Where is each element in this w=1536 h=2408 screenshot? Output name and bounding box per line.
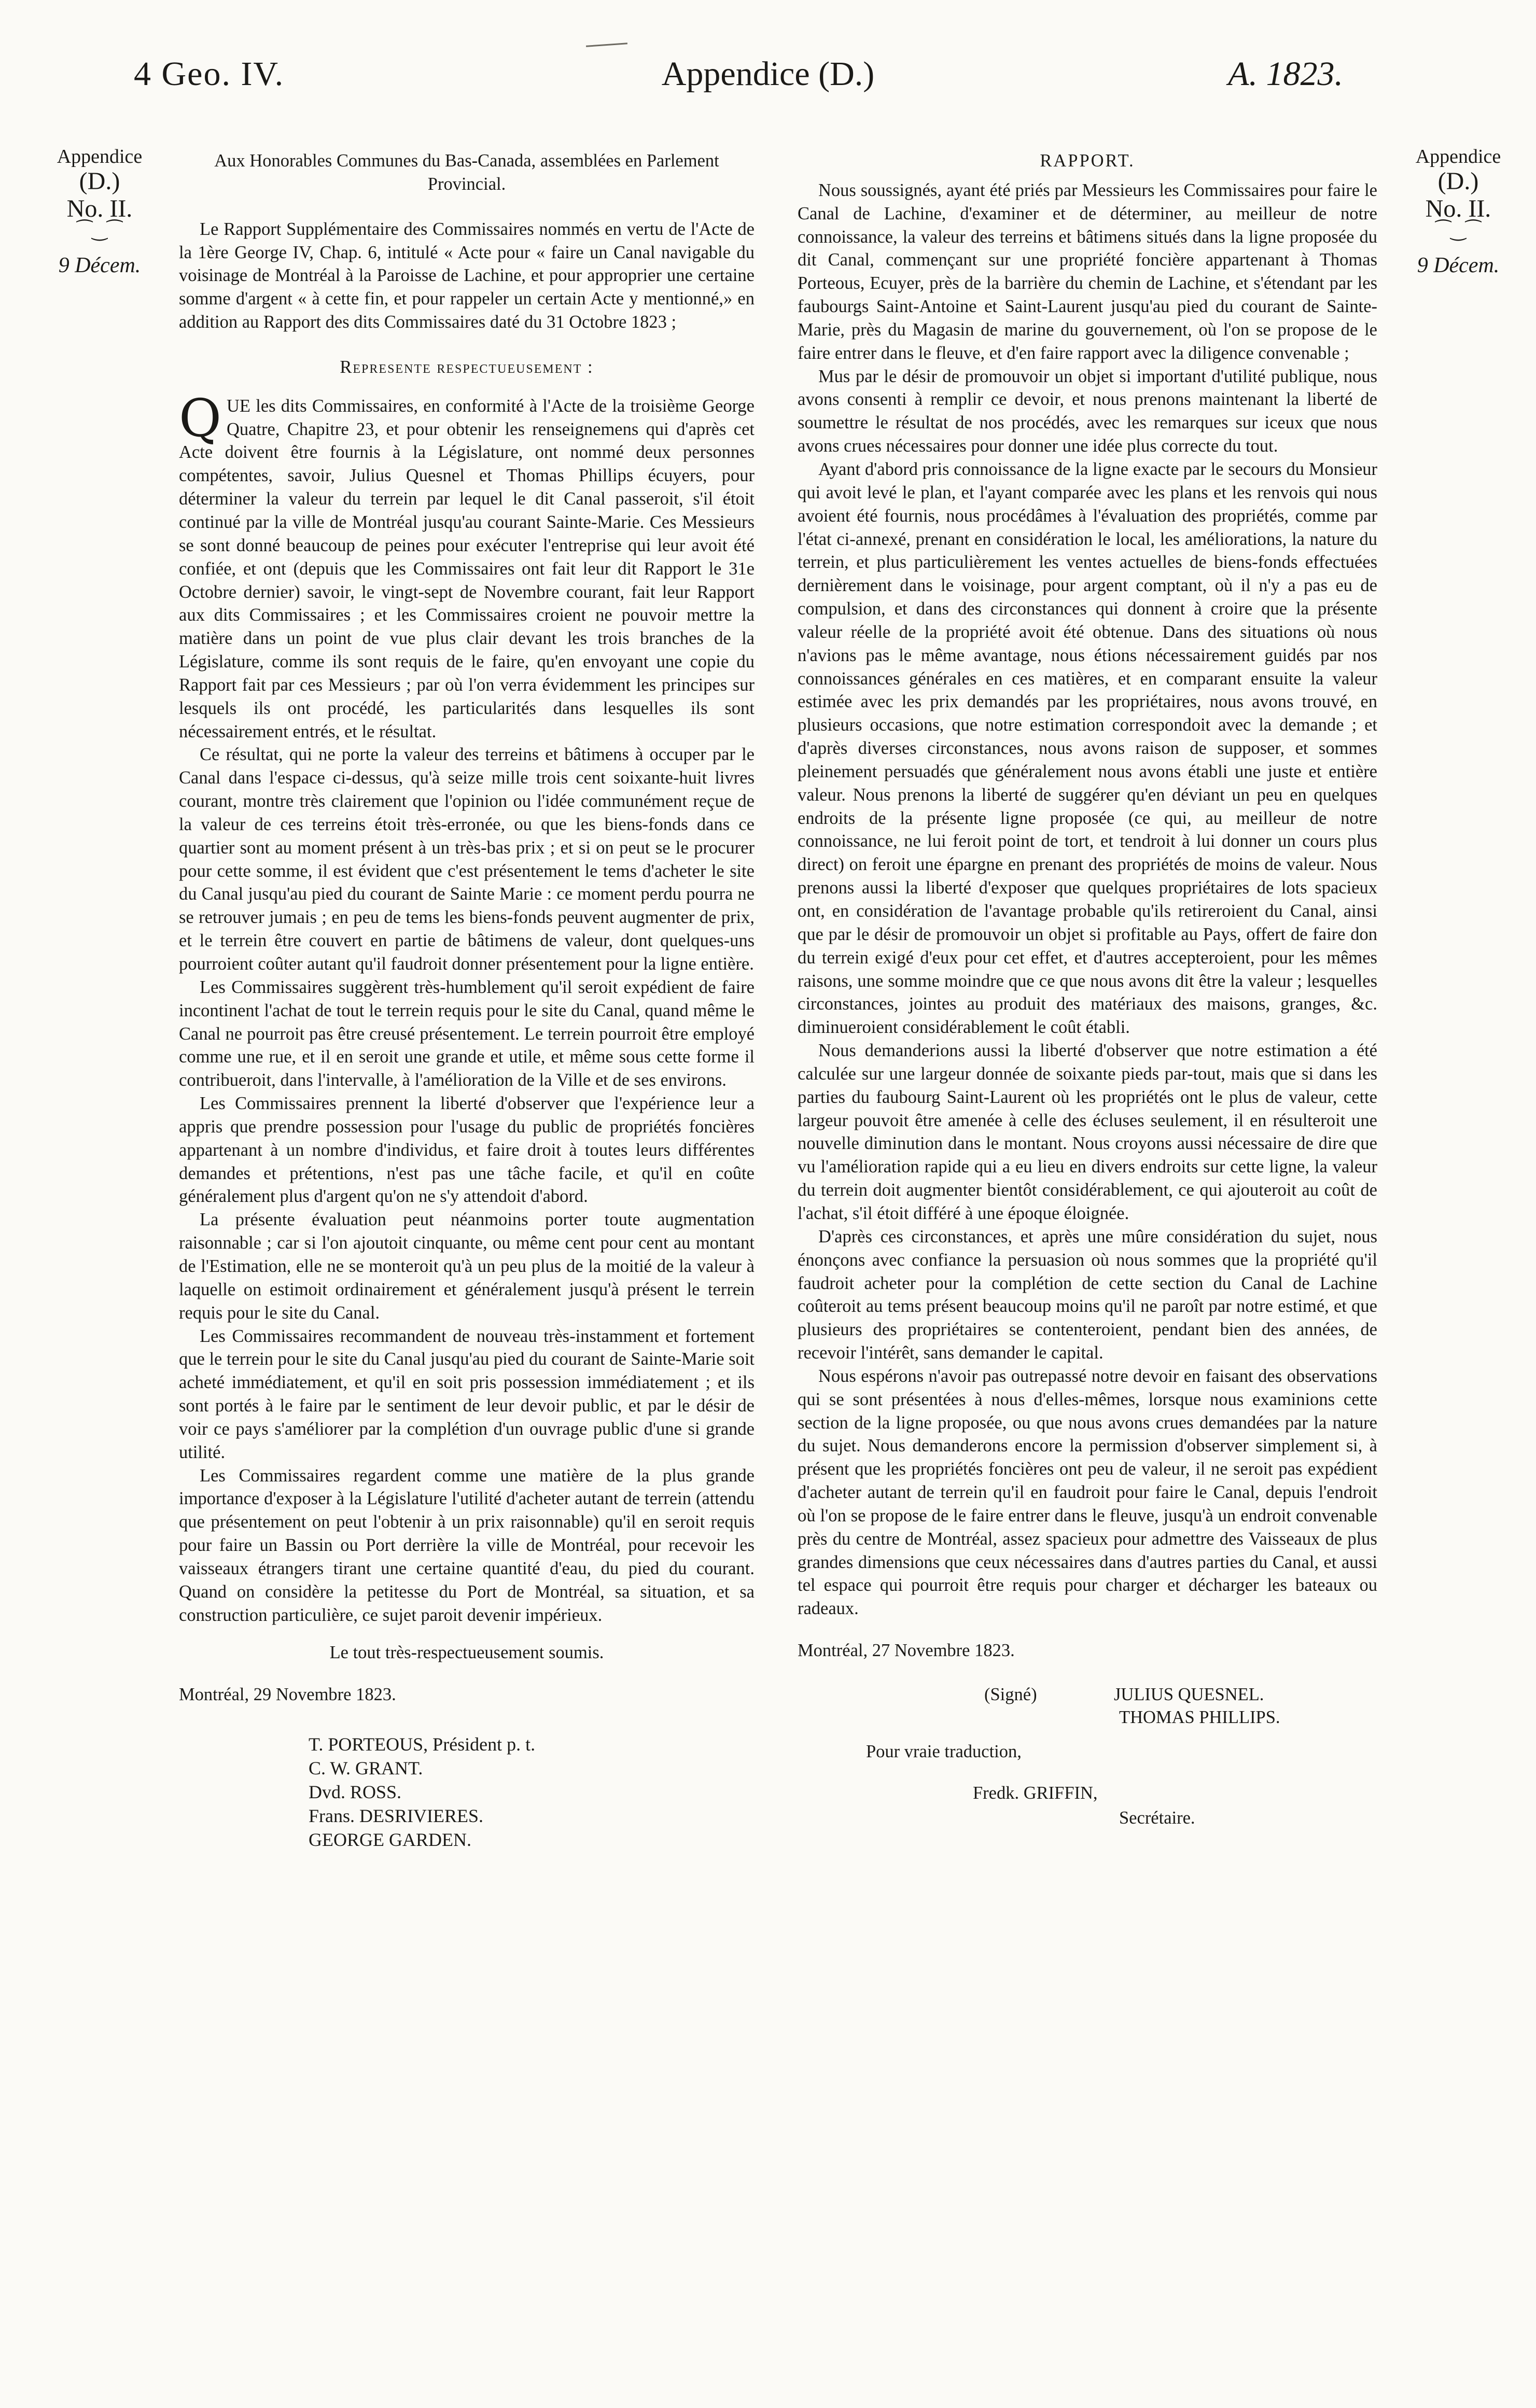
translation-note: Pour vraie traduction, (866, 1742, 1022, 1761)
paragraph: Nous espérons n'avoir pas outrepassé notre devoir en faisant des observations qui se sont présentées à nous d'elles-mêmes, lorsque nous examinions cette section de la ligne proposée, ou que nous avons crues demandées par la nature du sujet. Nous demanderons encore la permission d'observer simplement si, à présent que les propriétés foncières ont peu de valeur, il ne seroit pas expédient d'acheter autant de terrein qu'il en faudroit pour faire le Canal, depuis l'endroit où l'on se propose de le faire entrer dans le fleuve, jusqu'à un endroit convenable près du centre de Montréal, assez spacieux pour admettre des Vaisseaux de plus grandes dimensions que ceux nécessaires dans d'autres parties du Canal, et aussi tel espace qui pourroit être requis pour charger et décharger les bateaux ou radeaux. (798, 1366, 1377, 1619)
paragraph: Ce résultat, qui ne porte la valeur des terreins et bâtimens à occuper par le Canal dans l'espace ci-dessus, qu'à seize mille trois cent soixante-huit livres courant, montre très clairement que l'opinion ou l'idée communément reçue de la valeur de ces terreins étoit très-erronée, ou que les biens-fonds dans ce quartier sont au moment présent à un très-bas prix ; et si on peut se le procurer pour cette somme, il est évident que c'est présentement le tems d'acheter le site du Canal jusqu'au pied du courant de Sainte Marie : ce moment perdu pourra ne se retrouver jumais ; en peu de tems les biens-fonds peuvent augmenter de prix, et le terrein être couvert en partie de bâtimens de valeur, dont quelques-uns pourroient coûter autant qu'il faudroit donner présentement pour la ligne entière. (179, 745, 755, 974)
paragraph: La présente évaluation peut néanmoins porter toute augmentation raisonnable ; car si l'on ajoutoit cinquante, ou même cent pour cent au montant de l'Estimation, elle ne se monteroit qu'à un peu plus de la moitié de la valeur à laquelle on estimoit ordinairement et généralement jusqu'à présent le terrein requis pour le site du Canal. (179, 1210, 755, 1323)
report-title: RAPPORT. (1040, 151, 1135, 171)
header-reign: 4 Geo. IV. (134, 55, 285, 93)
paragraph: Mus par le désir de promouvoir un objet si important d'utilité publique, nous avons consenti à remplir ce devoir, et nous prenons maintenant la liberté de soumettre le résultat de nos procédés, avec les remarques sur iceux que nous avons crues nécessaires pour donner une idée plus correcte du tout. (798, 366, 1377, 456)
place-date: Montréal, 27 Novembre 1823. (798, 1641, 1015, 1661)
header-appendix-title: Appendice (D.) (661, 55, 875, 93)
drop-cap: Q (179, 387, 221, 449)
margin-date: 9 Décem. (58, 254, 141, 278)
paragraph: Nous soussignés, ayant été priés par Messieurs les Commissaires pour faire le Canal de Lachine, d'examiner et de déterminer, au meilleur de notre connoissance, la valeur des terreins et bâtimens situés dans la ligne proposée du dit Canal, commençant sur une propriété foncière appartenant à Thomas Porteous, Ecuyer, près de la barrière du chemin de Lachine, et s'étendant par les faubourgs Saint-Antoine et Saint-Laurent jusqu'au pied du courant de Sainte-Marie, près du Magasin de marine du gouvernement, où l'on se propose de le faire entrer dans le fleuve, et d'en faire rapport avec la diligence convenable ; (798, 180, 1377, 363)
paragraph: Les Commissaires prennent la liberté d'observer que l'expérience leur a appris que prendre possession pour l'usage du public de propriétés foncières appartenant à un nombre d'individus, et faire droit à toutes leurs différentes demandes et prétentions, n'est pas une tâche facile, et qu'il en coûte généralement plus d'argent qu'on ne s'y attendoit d'abord. (179, 1094, 755, 1207)
margin-swash: ⁀‿⁀ (77, 220, 122, 241)
margin-note-left (37, 146, 162, 278)
margin-number: No. II. (66, 194, 133, 222)
place-date: Montréal, 29 Novembre 1823. (179, 1685, 396, 1705)
signature: T. PORTEOUS, Président p. t. (309, 1734, 536, 1755)
paragraph: Nous demanderions aussi la liberté d'observer que notre estimation a été calculée sur une largeur donnée de soixante pieds par-tout, mais que si dans les parties du faubourg Saint-Laurent où les propriétés ont le plus de valeur, cette largeur pouvoit être amenée à celle des écluses seulement, il en résulteroit une nouvelle diminution dans le montant. Nous croyons aussi nécessaire de dire que vu l'amélioration rapide qui a eu lieu en divers endroits sur cette ligne, la valeur du terrein doit augmenter bientôt considérablement, ce qui ajouteroit au coût de l'achat, s'il étoit différé à une époque éloignée. (798, 1041, 1377, 1223)
margin-appendice: Appendice (1415, 146, 1501, 167)
page-header (0, 54, 1536, 117)
signature: C. W. GRANT. (309, 1758, 423, 1779)
signature: THOMAS PHILLIPS. (1119, 1707, 1280, 1727)
paragraph: Les Commissaires regardent comme une matière de la plus grande importance d'exposer à la Législature l'utilité d'acheter autant de terrein (attendu que présentement on peut l'obtenir à un prix raisonnable) qu'il en seroit requis pour faire un Bassin ou Port derrière la ville de Montréal, pour recevoir les vaisseaux étrangers tirant une certaine quantité d'eau, du pied du courant. Quand on considère la petitesse du Port de Montréal, sa situation, et sa construction particulière, ce sujet paroit devenir impérieux. (179, 1465, 755, 1625)
paragraph: Les Commissaires recommandent de nouveau très-instamment et fortement que le terrein pour le site du Canal jusqu'au pied du courant de Sainte-Marie soit acheté immédiatement, et qu'il en soit pris possession immédiatement ; et ils sont portés à le faire par le sentiment de leur devoir public, et par le désir de voir ce pays s'améliorer par la complétion d'un ouvrage public d'une si grande utilité. (179, 1326, 755, 1462)
paragraph: D'après ces circonstances, et après une mûre considération du sujet, nous énonçons avec confiance la persuasion où nous sommes que la propriété qu'il faudroit acheter pour la complétion de cette section du Canal de Lachine coûteroit au tems présent beaucoup moins qu'il ne paroît par notre estimé, et que plusieurs des propriétaires se contenteroient, pendant bien des années, de recevoir l'intérêt, sans demander le capital. (798, 1226, 1377, 1363)
translator-signature: Fredk. GRIFFIN, (973, 1783, 1098, 1803)
margin-d: (D.) (79, 167, 120, 195)
margin-note-right (1396, 146, 1520, 278)
header-year: A. 1823. (1228, 55, 1343, 93)
margin-d: (D.) (1437, 167, 1479, 195)
paragraph-dropcap (179, 387, 755, 744)
signature: Dvd. ROSS. (309, 1782, 402, 1803)
margin-date: 9 Décem. (1417, 254, 1500, 278)
paragraph: Le Rapport Supplémentaire des Commissaires nommés en vertu de l'Acte de la 1ère George IV, Chap. 6, intitulé « Acte pour « faire un Canal navigable du voisinage de Montréal à la Paroisse de Lachine, et pour approprier une certaine somme d'argent « à cette fin, et pour rappeler un certain Acte y mentionné,» en addition au Rapport des dits Commissaires daté du 31 Octobre 1823 ; (179, 219, 755, 332)
signature: JULIUS QUESNEL. (1114, 1685, 1264, 1704)
report-signatures (798, 1683, 1377, 1859)
addressee: Aux Honorables Communes du Bas-Canada, assemblées en Parlement Provincial. (214, 151, 719, 194)
margin-appendice: Appendice (57, 146, 143, 167)
right-column (798, 149, 1377, 1859)
top-ornament (586, 43, 627, 47)
commissioner-signatures (309, 1732, 755, 1852)
left-column (179, 149, 755, 1852)
paragraph: Ayant d'abord pris connoissance de la ligne exacte par le secours du Monsieur qui avoit levé le plan, et l'ayant comparée avec les plans et les renvois qui nous avoient été fournis, nous procédâmes à l'évaluation des propriétés, comme par l'état ci-annexé, prenant en considération le local, les améliorations, la nature du terrein, et plus particulièrement les ventes actuelles de biens-fonds effectuées dernièrement dans le voisinage, pour argent comptant, où il n'y a pas eu de compulsion, et dans des circonstances qui donnent à croire que la présente valeur réelle de la propriété avoit été obtenue. Dans des situations où nous n'avions pas le même avantage, nous étions nécessairement guidés par nos connoissances générales en ces matières, et en comparant ensuite la valeur estimée avec les prix demandés par les propriétaires, nous avons trouvé, en plusieurs occasions, que notre estimation correspondoit avec la demande ; et d'après diverses circonstances, nous avons raison de supposer, et sommes pleinement persuadés que généralement nous avons établi une juste et entière valeur. Nous prenons la liberté de suggérer qu'en déviant un peu en quelques endroits de la présente ligne proposée (ce qui, au meilleur de notre connoissance, ne lui feroit point de tort, et tendroit à lui donner un cours plus direct) on feroit une épargne en prenant des propriétés de moins de valeur. Nous prenons aussi la liberté d'exposer que quelques propriétaires de lots spacieux ont, en considération de l'avantage probable qu'ils retireroient du Canal, ainsi que par le désir de promouvoir un objet si profitable au Pays, offert de faire don du terrein exigé d'eux pour cet effet, et d'autres accepteroient, pour les mêmes raisons, une somme moindre que ce que nous avons dit être la valeur ; lesquelles circonstances, jointes au produit des matériaux des maisons, granges, &c. diminueroient considérablement le coût établi. (798, 459, 1377, 1038)
signature: GEORGE GARDEN. (309, 1829, 471, 1851)
signe-label: (Signé) (984, 1685, 1037, 1704)
margin-number: No. II. (1425, 194, 1491, 222)
signature: Frans. DESRIVIERES. (309, 1805, 484, 1827)
margin-swash: ⁀‿⁀ (1435, 220, 1481, 241)
section-title: Represente respectueusement : (340, 357, 594, 377)
closing-formula: Le tout très-respectueusement soumis. (329, 1643, 604, 1663)
paragraph-text: UE les dits Commissaires, en conformité à l'Acte de la troisième George Quatre, Chapitre 23, et pour obtenir les renseignemens qui d'après cet Acte doivent être fournis à la Législature, ont nommé deux personnes compétentes, savoir, Julius Quesnel et Thomas Phillips écuyers, pour déterminer la valeur du terrein par lequel le dit Canal passeroit, s'il étoit continué par la ville de Montréal jusqu'au courant Sainte-Marie. Ces Messieurs se sont donné beaucoup de peines pour exécuter l'entreprise qui leur avoit été confiée, et ont (depuis que les Commissaires ont fait leur dit Rapport le 31e Octobre dernier) savoir, le vingt-sept de Novembre courant, fait leur Rapport aux dits Commissaires ; et les Commissaires croient ne pouvoir mettre la matière dans un point de vue plus clair devant les trois branches de la Législature, comme ils sont requis de le faire, qu'en envoyant une copie du Rapport fait par ces Messieurs ; par où l'on verra évidemment les principes sur lesquels ils ont procédé, les particularités dans lesquelles ils sont nécessairement entrés, et le résultat. (179, 396, 755, 741)
translator-title: Secrétaire. (1119, 1808, 1195, 1828)
paragraph: Les Commissaires suggèrent très-humblement qu'il seroit expédient de faire incontinent l'achat de tout le terrein requis pour le site du Canal, quand même le Canal ne pourroit pas être creusé présentement. Le terrein pourroit être employé comme une rue, et il en seroit une grande et utile, et même sous cette forme il contribueroit, dans l'intervalle, à l'amélioration de la Ville et de ses environs. (179, 977, 755, 1090)
